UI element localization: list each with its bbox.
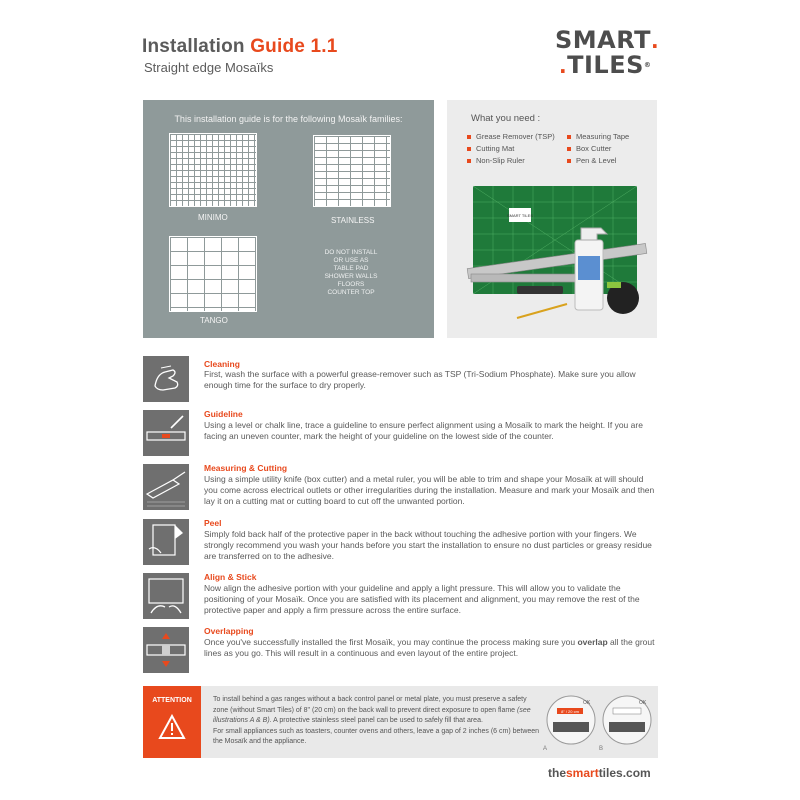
usage-warning <box>308 249 394 297</box>
step-text-overlapping: Once you've successfully installed the first Mosaïk, you may continue the process making sure you overlap all the grout lines as you go. This will result in a continuous and even layout of the entire project. <box>204 637 655 658</box>
warning-line: DO NOT INSTALL <box>324 249 378 256</box>
svg-text:A: A <box>543 746 548 752</box>
step-text-measuring-cutting: Using a simple utility knife (box cutter) and a metal ruler, you will be able to trim and shape your Mosaïk at will should you come across electrical outlets or other irregularities during the installation. Measure and mark your Mosaïk and then lay it on a cutting mat or cutting board to cut off the unwanted portion. <box>204 474 655 506</box>
step-title-align-stick: Align & Stick <box>204 572 257 582</box>
peel-icon <box>143 519 189 565</box>
page-title <box>142 36 338 58</box>
cleaning-icon <box>143 356 189 402</box>
box-cutter-icon <box>143 464 189 510</box>
step-text-peel: Simply fold back half of the protective paper in the back without touching the adhesive portion with your fingers. We strongly recommend you wash your hands before you start the installation to ensure no dust particles or greasy residue are transferred on to the adhesive. <box>204 529 652 561</box>
minimo-label: MINIMO <box>198 213 228 222</box>
logo-line2: TILES <box>567 51 644 79</box>
page-subtitle: Straight edge Mosaïks <box>144 60 274 75</box>
tango-label: TANGO <box>200 316 228 325</box>
families-intro: This installation guide is for the following Mosaïk families: <box>174 114 403 124</box>
svg-text:B: B <box>599 746 604 752</box>
step-title-guideline: Guideline <box>204 409 243 419</box>
overlapping-icon <box>143 627 189 673</box>
align-stick-icon <box>143 573 189 619</box>
warning-line: FLOORS <box>337 281 365 288</box>
warning-line: OR USE AS <box>333 257 369 264</box>
overlap-emphasis: overlap <box>577 637 608 647</box>
warning-icon <box>158 714 186 740</box>
step-text-cleaning: First, wash the surface with a powerful grease-remover such as TSP (Tri-Sodium Phosphate). Make sure you allow enough time for the surface to dry properly. <box>204 369 636 390</box>
stainless-mosaic-image <box>313 135 391 207</box>
tango-mosaic-image <box>169 236 257 312</box>
logo-line1: SMART <box>555 26 652 54</box>
step-title-overlapping: Overlapping <box>204 626 254 636</box>
need-item: Pen & Level <box>567 156 616 165</box>
warning-line: SHOWER WALLS <box>324 273 378 280</box>
step-text-guideline: Using a level or chalk line, trace a guideline to ensure perfect alignment using a Mosaïk to mark the height. If you are facing an uneven counter, mark the height of your guideline on the lowest side of the counter. <box>204 420 643 441</box>
step-title-measuring-cutting: Measuring & Cutting <box>204 463 288 473</box>
step-title-peel: Peel <box>204 518 222 528</box>
warning-line: COUNTER TOP <box>327 289 375 296</box>
attention-badge <box>143 686 201 758</box>
smart-tiles-logo: SMART. .TILES® <box>555 26 660 79</box>
title-main: Installation <box>142 36 245 57</box>
needs-panel <box>447 100 657 338</box>
website-url[interactable]: thesmarttiles.com <box>548 766 651 780</box>
attention-text: To install behind a gas ranges without a back control panel or metal plate, you must preserve a safety zone (without Smart Tiles) of 8" (20 cm) on the back wall to prevent direct exposure to open flame (see illustrations A & B). A protective stainless steel panel can be used to safely fill that area. For small appliances such as toasters, counter ovens and others, leave a gap of 2 inches (6 cm) between the Mosaïk and the appliance. <box>213 696 540 745</box>
tools-illustration <box>457 182 652 332</box>
need-item: Grease Remover (TSP) <box>467 132 555 141</box>
needs-heading: What you need : <box>471 113 541 124</box>
attention-label: ATTENTION <box>152 697 192 704</box>
need-item: Non-Slip Ruler <box>467 156 525 165</box>
need-item: Box Cutter <box>567 144 611 153</box>
mat-logo: SMART TILES <box>506 213 534 218</box>
step-title-cleaning: Cleaning <box>204 359 240 369</box>
attention-panel <box>143 686 658 758</box>
svg-text:OK: OK <box>639 700 647 706</box>
warning-line: TABLE PAD <box>333 265 369 272</box>
svg-text:OK: OK <box>583 700 591 706</box>
need-item: Cutting Mat <box>467 144 514 153</box>
logo-reg: ® <box>643 61 652 69</box>
stove-illustrations <box>543 692 655 754</box>
step-text-align-stick: Now align the adhesive portion with your guideline and apply a light pressure. This will allow you to validate the positioning of your Mosaïk. Once you are satisfied with its placement and alignment, you may remove the rest of the protective paper and apply a firm pressure across the entire surface. <box>204 583 640 615</box>
guideline-icon <box>143 410 189 456</box>
families-panel <box>143 100 434 338</box>
svg-text:8" / 20 cm: 8" / 20 cm <box>561 709 579 714</box>
stainless-label: STAINLESS <box>331 216 375 225</box>
minimo-mosaic-image <box>169 133 257 207</box>
need-item: Measuring Tape <box>567 132 629 141</box>
title-accent: Guide 1.1 <box>250 36 338 57</box>
